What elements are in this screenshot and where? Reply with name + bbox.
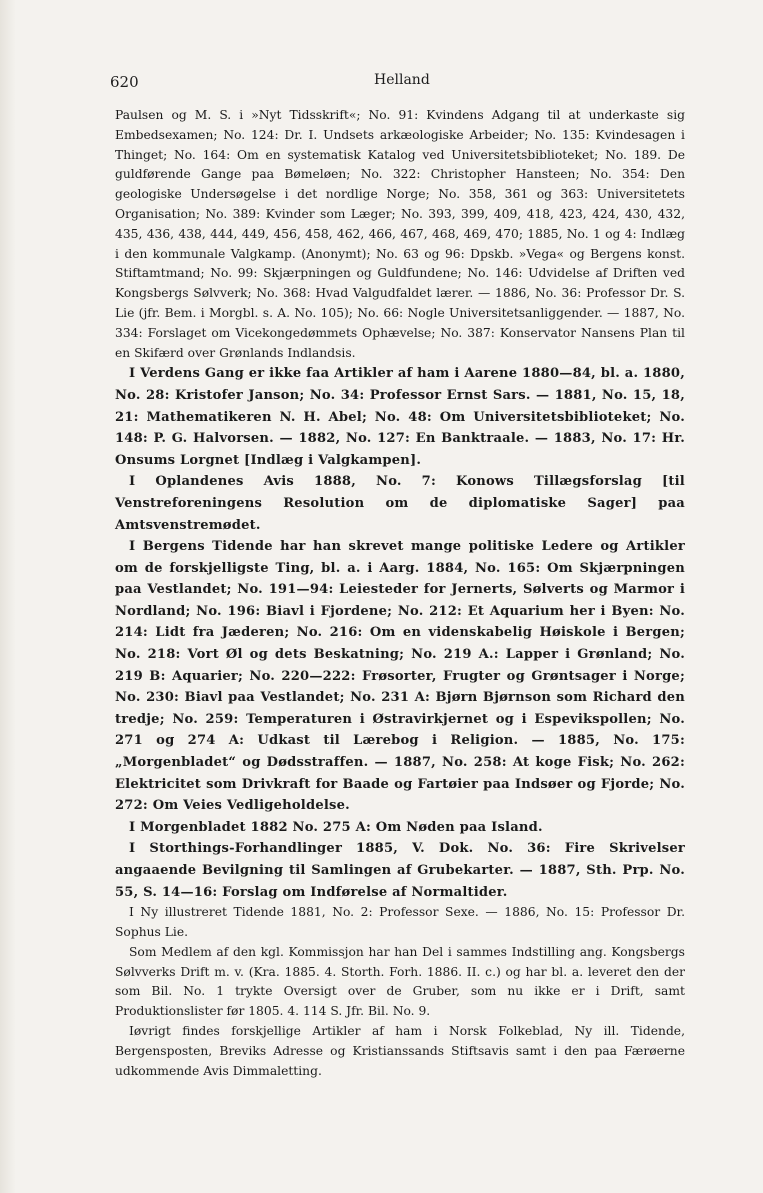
paragraph-storthings-forhandlinger: I Storthings-Forhandlinger 1885, V. Dok. No. 36: Fire Skrivelser angaaende Bevilgning til Samlingen af Grubekarter. — 1887, Sth. Prp. No. 55, S. 14—16: Forslag om Indførelse af Normaltider. (115, 841, 685, 900)
paragraph-dagbladet-list: Paulsen og M. S. i »Nyt Tidsskrift«; No. 91: Kvindens Adgang til at underkaste sig Embedsexamen; No. 124: Dr. I. Undsets arkæologiske Arbeider; No. 135: Kvindesagen i Thinget; No. 164: Om en systematisk Katalog ved Universitetsbiblioteket; No. 189. De guldførende Gange paa Bømeløen; No. 322: Christopher Hansteen; No. 354: Den geologiske Undersøgelse i det nordlige Norge; No. 358, 361 og 363: Universitetets Organisation; No. 389: Kvinder som Læger; No. 393, 399, 409, 418, 423, 424, 430, 432, 435, 436, 438, 444, 449, 456, 458, 462, 466, 467, 468, 469, 470; 1885, No. 1 og 4: Indlæg i den kommunale Valgkamp. (Anonymt); No. 63 og 96: Dpskb. »Vega« og Bergens konst. Stiftamtmand; No. 99: Skjærpningen og Guldfundene; No. 146: Udvidelse af Driften ved Kongsbergs Sølvverk; No. 368: Hvad Valgudfaldet lærer. — 1886, No. 36: Professor Dr. S. Lie (jfr. Bem. i Morgbl. s. A. No. 105); No. 66: Nogle Universitetsanliggender. — 1887, No. 334: Forslaget om Vicekongedømmets Ophævelse; No. 387: Konservator Nansens Plan til en Skifærd over Grønlands Indlandsis. (115, 108, 685, 360)
page-number: 620 (110, 73, 139, 91)
page-header (108, 70, 688, 92)
page-edge (0, 0, 16, 1193)
paragraph-kommission: Som Medlem af den kgl. Kommissjon har han Del i sammes Indstilling ang. Kongsbergs Sølvverks Drift m. v. (Kra. 1885. 4. Storth. Forh. 1886. II. c.) og har bl. a. leveret den der som Bil. No. 1 trykte Oversigt over de Gruber, som nu ikke er i Drift, samt Produktionslister før 1805. 4. 114 S. Jfr. Bil. No. 9. (115, 944, 685, 1019)
paragraph-bergens-tidende: I Bergens Tidende har han skrevet mange politiske Ledere og Artikler om de forskjelligste Ting, bl. a. i Aarg. 1884, No. 165: Om Skjærpningen paa Vestlandet; No. 191—94: Leiesteder for Jernerts, Sølverts og Marmor i Nordland; No. 196: Biavl i Fjordene; No. 212: Et Aquarium her i Byen: No. 214: Lidt fra Jæderen; No. 216: Om en videnskabelig Høiskole i Bergen; No. 218: Vort Øl og dets Beskatning; No. 219 A.: Lapper i Grønland; No. 219 B: Aquarier; No. 220—222: Frøsorter, Frugter og Grøntsager i Norge; No. 230: Biavl paa Vestlandet; No. 231 A: Bjørn Bjørnson som Richard den tredje; No. 259: Temperaturen i Østravirkjernet og i Espevikspollen; No. 271 og 274 A: Udkast til Lærebog i Religion. — 1885, No. 175: „Morgenbladet“ og Dødsstraffen. — 1887, No. 258: At koge Fisk; No. 262: Elektricitet som Drivkraft for Baade og Fartøier paa Indsøer og Fjorde; No. 272: Om Veies Vedligeholdelse. (115, 539, 685, 814)
paragraph-oplandenes-avis: I Oplandenes Avis 1888, No. 7: Konows Tillægsforslag [til Venstreforeningens Resolution om de diplomatiske Sager] paa Amtsvenstremødet. (115, 474, 685, 533)
body-text (115, 106, 685, 1081)
running-head: Helland (374, 72, 430, 88)
paragraph-ny-illustreret-tidende: I Ny illustreret Tidende 1881, No. 2: Professor Sexe. — 1886, No. 15: Professor Dr. Sophus Lie. (115, 905, 685, 939)
paragraph-morgenbladet: I Morgenbladet 1882 No. 275 A: Om Nøden paa Island. (129, 819, 543, 835)
paragraph-verdens-gang: I Verdens Gang er ikke faa Artikler af ham i Aarene 1880—84, bl. a. 1880, No. 28: Kristofer Janson; No. 34: Professor Ernst Sars. — 1881, No. 15, 18, 21: Mathematikeren N. H. Abel; No. 48: Om Universitetsbiblioteket; No. 148: P. G. Halvorsen. — 1882, No. 127: En Banktraale. — 1883, No. 17: Hr. Onsums Lorgnet [Indlæg i Valgkampen]. (115, 366, 685, 468)
paragraph-other-articles: Iøvrigt findes forskjellige Artikler af ham i Norsk Folkeblad, Ny ill. Tidende, Bergensposten, Breviks Adresse og Kristianssands Stiftsavis samt i den paa Færøerne udkommende Avis Dimmaletting. (115, 1023, 685, 1078)
